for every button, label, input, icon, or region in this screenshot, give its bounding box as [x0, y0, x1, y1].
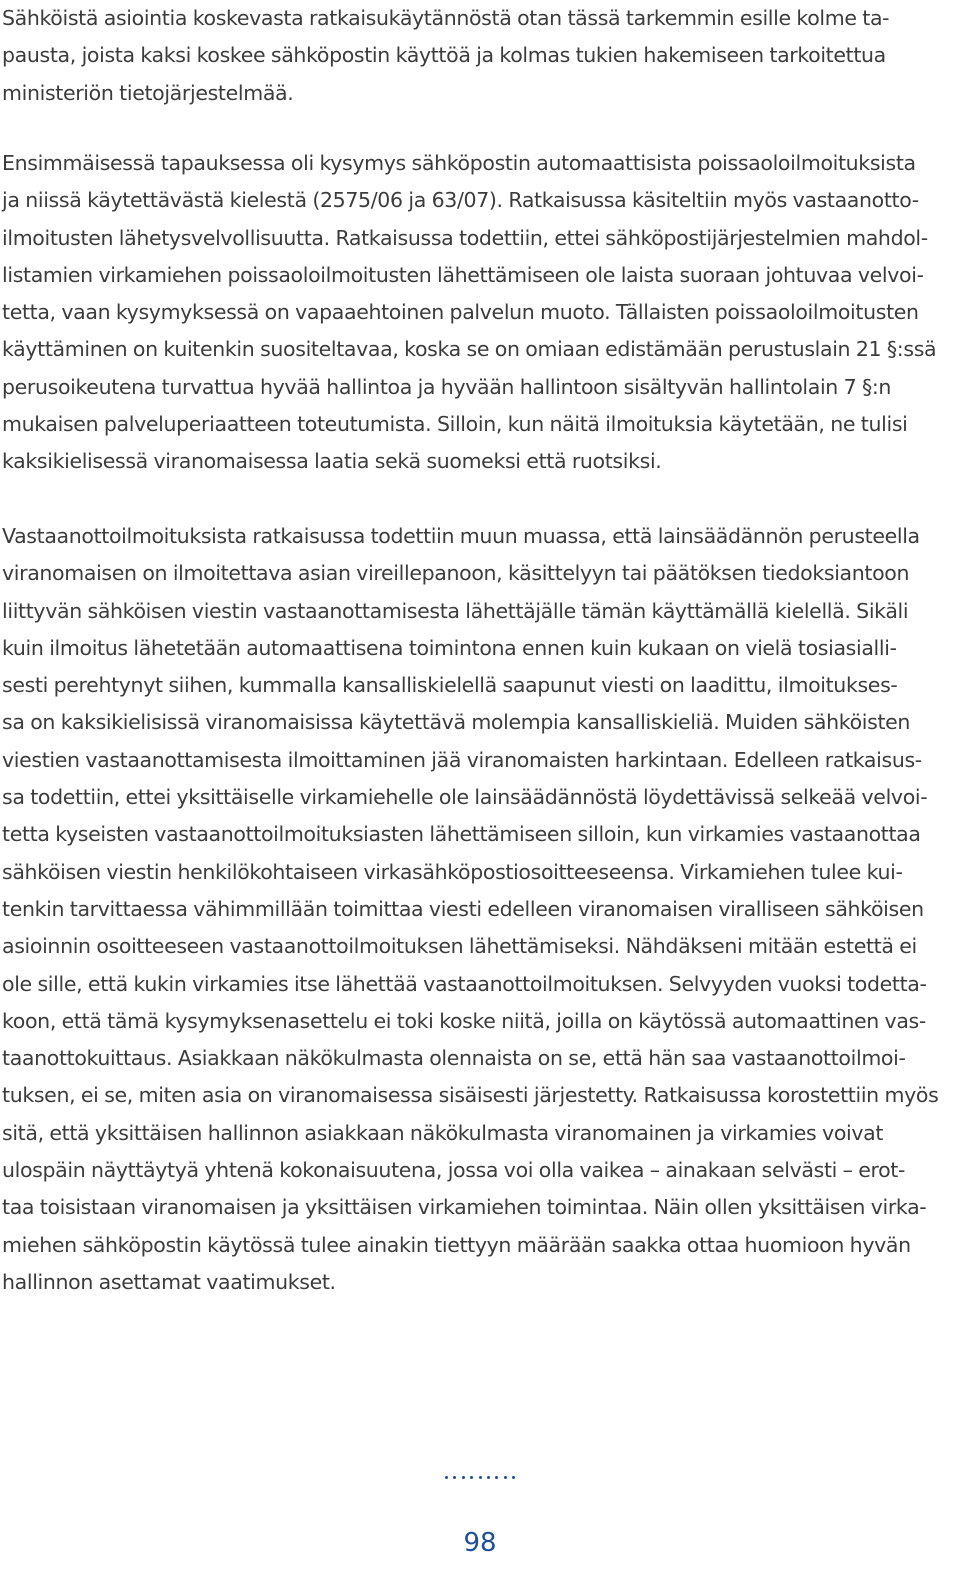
text-line: sähköisen viestin henkilökohtaiseen virkasähköpostiosoitteeseensa. Virkamiehen tulee kui- — [2, 859, 903, 884]
paragraph-first-case — [2, 145, 957, 481]
text-line: taanottokuittaus. Asiakkaan näkökulmasta olennaista on se, että hän saa vastaanottoilmoi- — [2, 1046, 906, 1071]
text-line: viestien vastaanottamisesta ilmoittaminen jää viranomaisten harkintaan. Edelleen ratkaisus- — [2, 747, 922, 772]
text-line: pausta, joista kaksi koskee sähköpostin käyttöä ja kolmas tukien hakemiseen tarkoitettua — [2, 43, 886, 68]
page-number: 98 — [463, 1528, 497, 1558]
text-line: tuksen, ei se, miten asia on viranomaisessa sisäisesti järjestetty. Ratkaisussa korostettiin myös — [2, 1083, 939, 1108]
text-line: sitä, että yksittäisen hallinnon asiakkaan näkökulmasta viranomainen ja virkamies voivat — [2, 1120, 884, 1145]
text-line: listamien virkamiehen poissaoloilmoitusten lähettämiseen ole laista suoraan johtuvaa velvoi- — [2, 262, 924, 287]
text-line: tetta kyseisten vastaanottoilmoituksiasten lähettämiseen silloin, kun virkamies vastaanottaa — [2, 822, 921, 847]
text-line: sa on kaksikielisissä viranomaisissa käytettävä molempia kansalliskieliä. Muiden sähköisten — [2, 710, 911, 735]
text-line: ole sille, että kukin virkamies itse lähettää vastaanottoilmoituksen. Selvyyden vuoksi todetta- — [2, 971, 927, 996]
text-line: Sähköistä asiointia koskevasta ratkaisukäytännöstä otan tässä tarkemmin esille kolme ta- — [2, 6, 890, 30]
paragraph-intro — [2, 0, 957, 112]
paragraph-receipt-notices — [2, 518, 957, 1301]
text-line: kuin ilmoitus lähetetään automaattisena toimintona ennen kuin kukaan on vielä tosiasialli- — [2, 635, 897, 660]
text-line: hallinnon asettamat vaatimukset. — [2, 1269, 336, 1294]
text-line: tetta, vaan kysymyksessä on vapaaehtoinen palvelun muoto. Tällaisten poissaoloilmoitusten — [2, 300, 919, 325]
text-line: mukaisen palveluperiaatteen toteutumista. Silloin, kun näitä ilmoituksia käytetään, ne tulisi — [2, 412, 908, 437]
text-line: ulospäin näyttäytyä yhtenä kokonaisuutena, jossa voi olla vaikea – ainakaan selvästi – erot- — [2, 1158, 906, 1183]
text-line: sa todettiin, ettei yksittäiselle virkamiehelle ole lainsäädännöstä löydettävissä selkeää velvoi- — [2, 785, 928, 810]
text-line: sesti perehtynyt siihen, kummalla kansalliskielellä saapunut viesti on laadittu, ilmoitukses- — [2, 673, 898, 698]
text-line: asioinnin osoitteeseen vastaanottoilmoituksen lähettämiseksi. Nähdäkseni mitään estettä ei — [2, 934, 917, 959]
text-line: ministeriön tietojärjestelmää. — [2, 80, 294, 105]
text-line: käyttäminen on kuitenkin suositeltavaa, koska se on omiaan edistämään perustuslain 21 §:ssä — [2, 337, 937, 362]
text-line: ilmoitusten lähetysvelvollisuutta. Ratkaisussa todettiin, ettei sähköpostijärjestelmien mahdol- — [2, 225, 928, 250]
text-line: taa toisistaan viranomaisen ja yksittäisen virkamiehen toimintaa. Näin ollen yksittäisen virka- — [2, 1195, 927, 1220]
text-line: viranomaisen on ilmoitettava asian vireillepanoon, käsittelyyn tai päätöksen tiedoksiantoon — [2, 561, 910, 586]
footer-dots-separator — [445, 1472, 515, 1482]
text-line: tenkin tarvittaessa vähimmillään toimittaa viesti edelleen viranomaisen viralliseen sähköisen — [2, 896, 924, 921]
text-line: Ensimmäisessä tapauksessa oli kysymys sähköpostin automaattisista poissaoloilmoituksista — [2, 151, 916, 175]
text-line: kaksikielisessä viranomaisessa laatia sekä suomeksi että ruotsiksi. — [2, 449, 662, 474]
text-line: perusoikeutena turvattua hyvää hallintoa ja hyvään hallintoon sisältyvän hallintolain 7 §:n — [2, 374, 892, 399]
text-line: Vastaanottoilmoituksista ratkaisussa todettiin muun muassa, että lainsäädännön perusteella — [2, 524, 920, 548]
text-line: ja niissä käytettävästä kielestä (2575/06 ja 63/07). Ratkaisussa käsiteltiin myös vastaanotto- — [2, 188, 919, 213]
text-line: koon, että tämä kysymyksenasettelu ei toki koske niitä, joilla on käytössä automaattinen vas- — [2, 1008, 926, 1033]
text-line: liittyvän sähköisen viestin vastaanottamisesta lähettäjälle tämän käyttämällä kielellä. Sikäli — [2, 598, 909, 623]
text-line: miehen sähköpostin käytössä tulee ainakin tiettyyn määrään saakka ottaa huomioon hyvän — [2, 1232, 911, 1257]
